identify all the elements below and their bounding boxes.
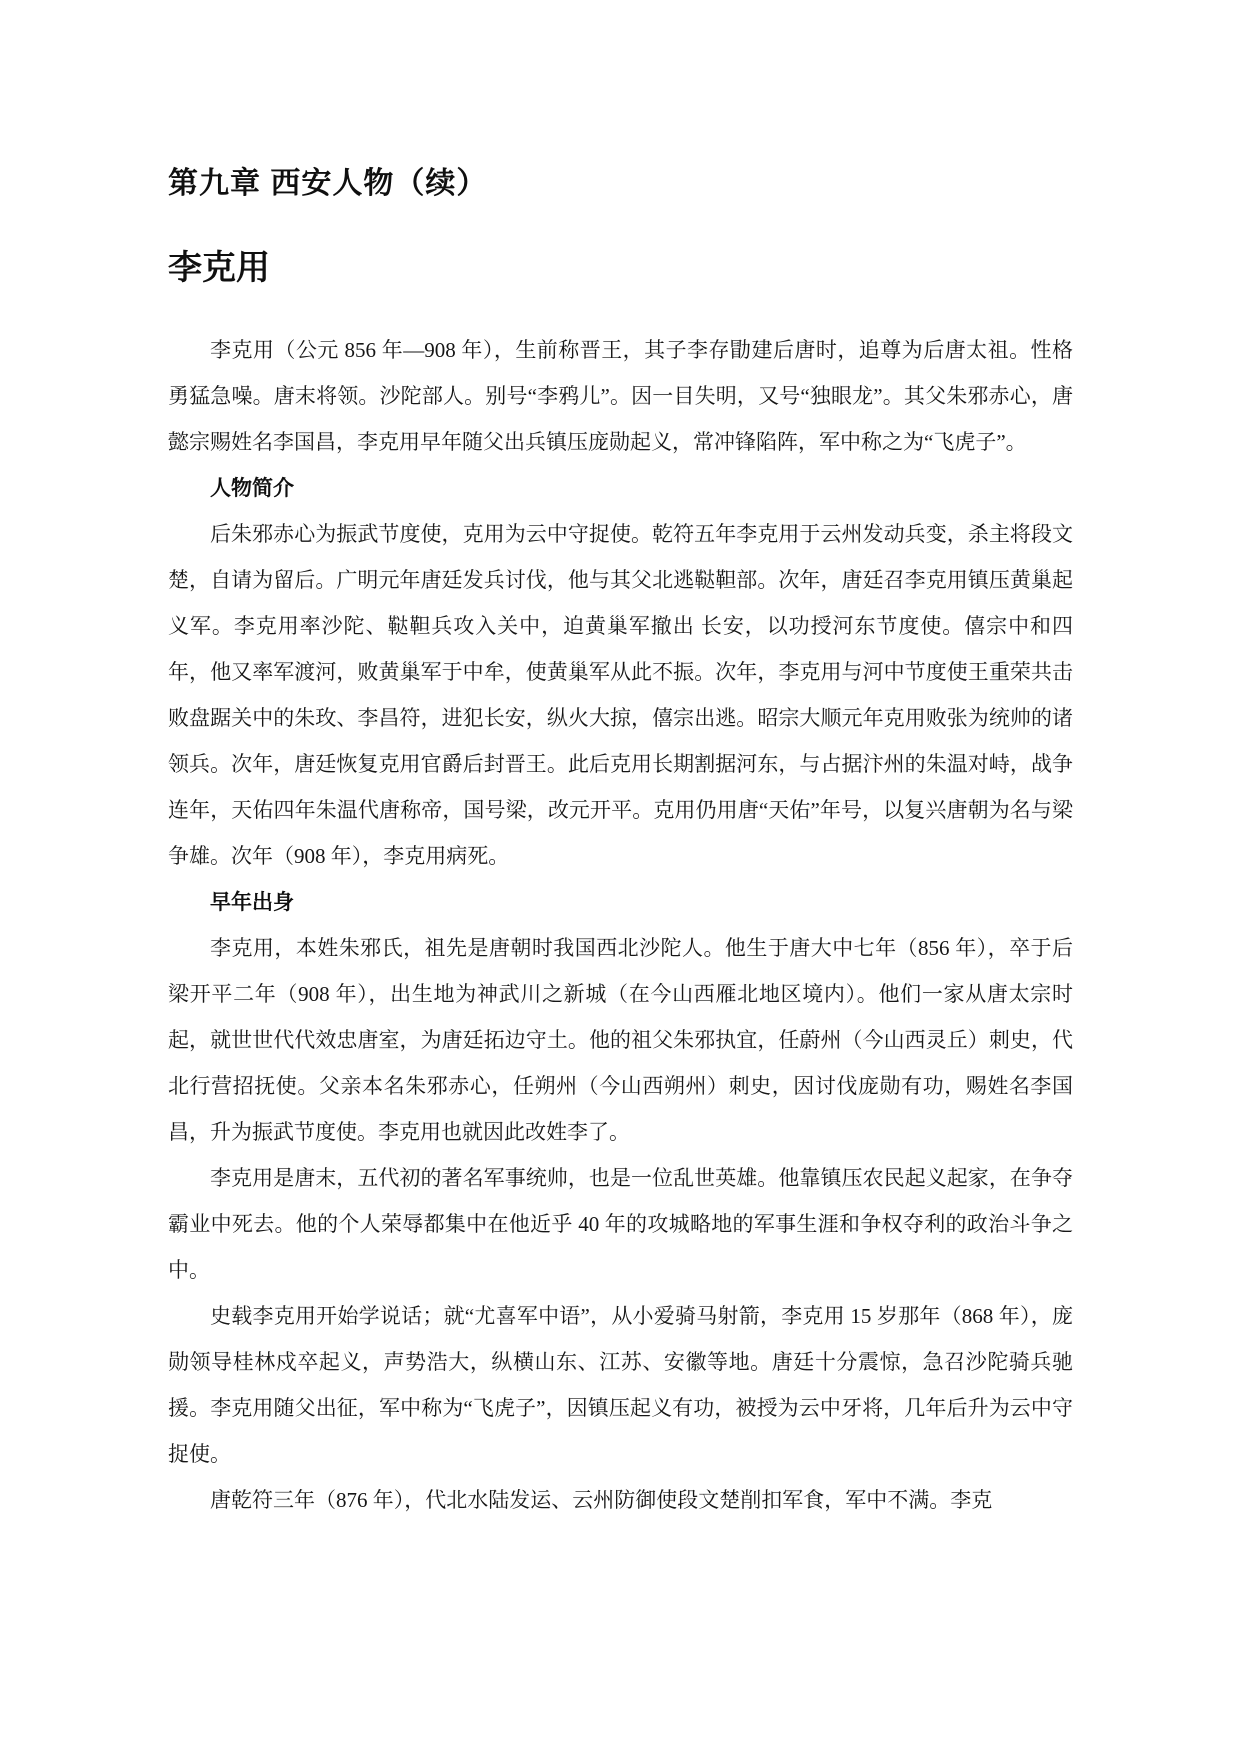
document-body: [168, 327, 1073, 1523]
body-paragraph: 李克用（公元 856 年—908 年），生前称晋王，其子李存勖建后唐时，追尊为后唐太祖。性格勇猛急噪。唐末将领。沙陀部人。别号“李鸦儿”。因一目失明，又号“独眼龙”。其父朱邪赤心，唐懿宗赐姓名李国昌，李克用早年随父出兵镇压庞勋起义，常冲锋陷阵，军中称之为“飞虎子”。: [168, 338, 1073, 454]
section-subheading: 人物简介: [210, 476, 294, 500]
body-paragraph: 后朱邪赤心为振武节度使，克用为云中守捉使。乾符五年李克用于云州发动兵变，杀主将段文楚，自请为留后。广明元年唐廷发兵讨伐，他与其父北逃鞑靼部。次年，唐廷召李克用镇压黄巢起义军。李克用率沙陀、鞑靼兵攻入关中，迫黄巢军撤出 长安，以功授河东节度使。僖宗中和四年，他又率军渡河，败黄巢军于中牟，使黄巢军从此不振。次年，李克用与河中节度使王重荣共击败盘踞关中的朱玫、李昌符，进犯长安，纵火大掠，僖宗出逃。昭宗大顺元年克用败张为统帅的诸领兵。次年，唐廷恢复克用官爵后封晋王。此后克用长期割据河东，与占据汴州的朱温对峙，战争连年，天佑四年朱温代唐称帝，国号梁，改元开平。克用仍用唐“天佑”年号，以复兴唐朝为名与梁争雄。次年（908 年），李克用病死。: [168, 522, 1073, 868]
body-paragraph: 李克用是唐末，五代初的著名军事统帅，也是一位乱世英雄。他靠镇压农民起义起家，在争夺霸业中死去。他的个人荣辱都集中在他近乎 40 年的攻城略地的军事生涯和争权夺利的政治斗争之中。: [168, 1166, 1073, 1282]
body-paragraph: 史载李克用开始学说话；就“尤喜军中语”，从小爱骑马射箭，李克用 15 岁那年（868 年），庞勋领导桂林戍卒起义，声势浩大，纵横山东、江苏、安徽等地。唐廷十分震惊，急召沙陀骑兵驰援。李克用随父出征，军中称为“飞虎子”，因镇压起义有功，被授为云中牙将，几年后升为云中守捉使。: [168, 1304, 1073, 1466]
body-paragraph: 唐乾符三年（876 年），代北水陆发运、云州防御使段文楚削扣军食，军中不满。李克: [210, 1488, 993, 1512]
chapter-title: 第九章 西安人物（续）: [168, 167, 488, 200]
body-paragraph: 李克用，本姓朱邪氏，祖先是唐朝时我国西北沙陀人。他生于唐大中七年（856 年），卒于后梁开平二年（908 年），出生地为神武川之新城（在今山西雁北地区境内）。他们一家从唐太宗时起，就世世代代效忠唐室，为唐廷拓边守土。他的祖父朱邪执宜，任蔚州（今山西灵丘）刺史，代北行营招抚使。父亲本名朱邪赤心，任朔州（今山西朔州）刺史，因讨伐庞勋有功，赐姓名李国昌，升为振武节度使。李克用也就因此改姓李了。: [168, 936, 1073, 1144]
section-subheading: 早年出身: [210, 890, 294, 914]
person-heading: 李克用: [168, 250, 270, 287]
